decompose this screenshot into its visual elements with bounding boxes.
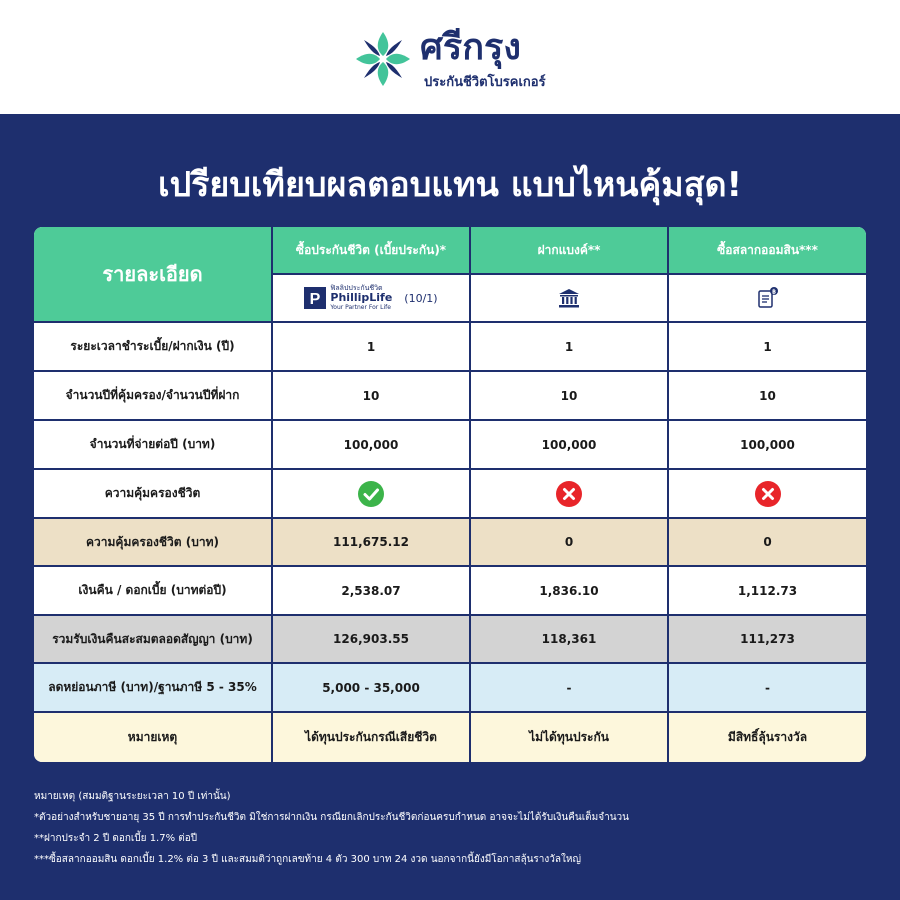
row-label: รวมรับเงินคืนสะสมตลอดสัญญา (บาท) xyxy=(34,616,273,664)
table-row xyxy=(34,323,866,372)
row-value: 10 xyxy=(273,372,471,421)
table-row xyxy=(34,567,866,616)
row-value: 118,361 xyxy=(471,616,669,664)
phillip-life-logo xyxy=(273,275,471,323)
phillip-life-thai: ฟิลลิปประกันชีวิต xyxy=(330,284,383,292)
bank-icon xyxy=(558,287,580,309)
srikrung-logo-icon xyxy=(352,28,414,90)
plan-code: (10/1) xyxy=(404,291,438,305)
table-row xyxy=(34,372,866,421)
table-row xyxy=(34,616,866,664)
brand-subtitle: ประกันชีวิตโบรคเกอร์ xyxy=(424,75,546,90)
row-value: 1,836.10 xyxy=(471,567,669,616)
table-row xyxy=(34,519,866,567)
lottery-icon-cell xyxy=(669,275,866,323)
brand-header xyxy=(0,0,900,114)
svg-text:P: P xyxy=(310,291,321,308)
row-label: ระยะเวลาชำระเบี้ย/ฝากเงิน (ปี) xyxy=(34,323,273,372)
footnote: หมายเหตุ (สมมติฐานระยะเวลา 10 ปี เท่านั้น) xyxy=(34,791,231,802)
row-label: ความคุ้มครองชีวิต xyxy=(34,470,273,519)
row-label: ความคุ้มครองชีวิต (บาท) xyxy=(34,519,273,567)
row-value: 0 xyxy=(471,519,669,567)
phillip-life-icon xyxy=(304,287,326,309)
comparison-table xyxy=(34,227,866,762)
row-value: 100,000 xyxy=(273,421,471,470)
row-value: ได้ทุนประกันกรณีเสียชีวิต xyxy=(273,713,471,762)
row-value: 0 xyxy=(669,519,866,567)
row-label: จำนวนที่จ่ายต่อปี (บาท) xyxy=(34,421,273,470)
phillip-life-tagline: Your Partner For Life xyxy=(330,304,391,311)
table-row xyxy=(34,713,866,762)
row-value: 1 xyxy=(273,323,471,372)
cross-icon xyxy=(555,480,583,508)
row-value: 10 xyxy=(471,372,669,421)
row-value: 111,675.12 xyxy=(273,519,471,567)
row-value: 5,000 - 35,000 xyxy=(273,664,471,713)
column-header-lottery: ซื้อสลากออมสิน*** xyxy=(669,227,866,275)
footnotes xyxy=(34,786,874,870)
row-label: เงินคืน / ดอกเบี้ย (บาทต่อปี) xyxy=(34,567,273,616)
column-header-insurance: ซื้อประกันชีวิต (เบี้ยประกัน)* xyxy=(273,227,471,275)
row-value: 100,000 xyxy=(471,421,669,470)
cross-icon xyxy=(754,480,782,508)
row-value: 10 xyxy=(669,372,866,421)
coverage-no xyxy=(669,470,866,519)
row-value: 1 xyxy=(669,323,866,372)
table-row xyxy=(34,664,866,713)
row-value: - xyxy=(669,664,866,713)
row-value: 126,903.55 xyxy=(273,616,471,664)
row-value: 2,538.07 xyxy=(273,567,471,616)
coverage-no xyxy=(471,470,669,519)
brand-name: ศรีกรุง xyxy=(420,27,521,68)
coverage-yes xyxy=(273,470,471,519)
row-label: หมายเหตุ xyxy=(34,713,273,762)
row-label: จำนวนปีที่คุ้มครอง/จำนวนปีที่ฝาก xyxy=(34,372,273,421)
row-value: ไม่ได้ทุนประกัน xyxy=(471,713,669,762)
row-value: 1 xyxy=(471,323,669,372)
detail-header: รายละเอียด xyxy=(34,227,273,323)
phillip-life-name: PhillipLife xyxy=(330,291,393,304)
row-value: - xyxy=(471,664,669,713)
row-value: 111,273 xyxy=(669,616,866,664)
row-label: ลดหย่อนภาษี (บาท)/ฐานภาษี 5 - 35% xyxy=(34,664,273,713)
footnote: **ฝากประจำ 2 ปี ดอกเบี้ย 1.7% ต่อปี xyxy=(34,833,198,844)
column-header-bank: ฝากแบงค์** xyxy=(471,227,669,275)
page-title: เปรียบเทียบผลตอบแทน แบบไหนคุ้มสุด! xyxy=(157,165,743,205)
lottery-bond-icon xyxy=(756,286,780,310)
row-value: 100,000 xyxy=(669,421,866,470)
table-row xyxy=(34,421,866,470)
row-value: มีสิทธิ์ลุ้นรางวัล xyxy=(669,713,866,762)
footnote: *ตัวอย่างสำหรับชายอายุ 35 ปี การทำประกันชีวิต มิใช่การฝากเงิน กรณียกเลิกประกันชีวิตก่อนครบกำหนด อาจจะไม่ได้รับเงินคืนเต็มจำนวน xyxy=(34,812,629,823)
row-value: 1,112.73 xyxy=(669,567,866,616)
footnote: ***ซื้อสลากออมสิน ดอกเบี้ย 1.2% ต่อ 3 ปี และสมมติว่าถูกเลขท้าย 4 ตัว 300 บาท 24 งวด นอกจากนี้ยังมีโอกาสลุ้นรางวัลใหญ่ xyxy=(34,854,582,865)
table-row xyxy=(34,470,866,519)
svg-text:฿: ฿ xyxy=(771,289,776,296)
check-icon xyxy=(357,480,385,508)
bank-icon-cell xyxy=(471,275,669,323)
